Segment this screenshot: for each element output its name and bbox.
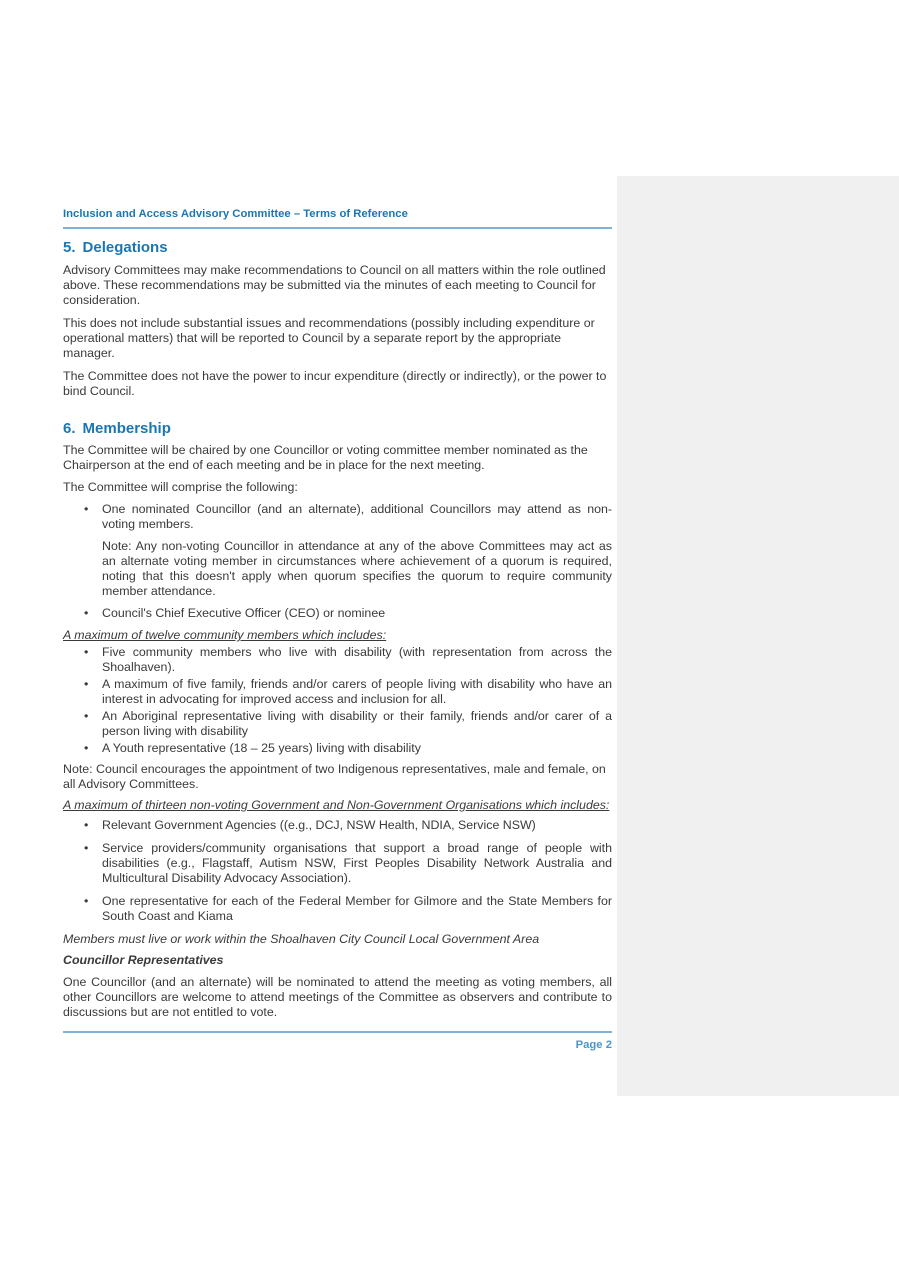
bullet-item-government-agencies: • Relevant Government Agencies ((e.g., DCJ, NSW Health, NDIA, Service NSW) — [63, 818, 612, 833]
bullet-item-service-providers: • Service providers/community organisations that support a broad range of people with disabilities (e.g., Flagstaff, Autism NSW, First Peoples Disability Network Australia and Multicultural Disability Advocacy Association). — [63, 841, 612, 886]
bullet-item-five-community-members: • Five community members who live with disability (with representation from across the Shoalhaven). — [63, 645, 612, 675]
subheading-community-members: A maximum of twelve community members which includes: — [63, 628, 387, 642]
paragraph-chairperson: The Committee will be chaired by one Councillor or voting committee member nominated as the Chairperson at the end of each meeting and be in place for the next meeting. — [63, 443, 588, 472]
document-page — [63, 207, 612, 1053]
viewer-background — [617, 176, 899, 1096]
note-paragraph-non-voting-councillor: Note: Any non-voting Councillor in attendance at any of the above Committees may act as an alternate voting member in circumstances where achievement of a quorum is required, noting that this doesn't apply when quorum specifies the quorum to require community member attendance. — [102, 539, 612, 598]
section-number: 6. — [63, 420, 76, 437]
bullet-item-family-friends-carers: • A maximum of five family, friends and/or carers of people living with disability who have an interest in advocating for improved access and inclusion for all. — [63, 677, 612, 707]
subheading-organisations: A maximum of thirteen non-voting Government and Non-Government Organisations which includes: — [63, 798, 610, 812]
note-paragraph-indigenous-representatives: Note: Council encourages the appointment of two Indigenous representatives, male and female, on all Advisory Committees. — [63, 762, 606, 791]
organisations-list — [63, 818, 612, 924]
bullet-item-youth-representative: • A Youth representative (18 – 25 years) living with disability — [63, 741, 612, 756]
bullet-item-federal-state-members: • One representative for each of the Federal Member for Gilmore and the State Members for South Coast and Kiama — [63, 894, 612, 924]
paragraph-recommendations: Advisory Committees may make recommendations to Council on all matters within the role outlined above. These recommendations may be submitted via the minutes of each meeting to Council for consideration. — [63, 263, 606, 307]
paragraph-no-expenditure-power: The Committee does not have the power to incur expenditure (directly or indirectly), or the power to bind Council. — [63, 369, 607, 398]
section-heading-delegations — [63, 240, 612, 255]
community-members-list — [63, 645, 612, 756]
page-number: Page 2 — [575, 1039, 612, 1051]
section-title: Membership — [82, 420, 171, 437]
paragraph-comprise-following: The Committee will comprise the following: — [63, 480, 298, 494]
bullet-item-aboriginal-representative: • An Aboriginal representative living with disability or their family, friends and/or carer of a person living with disability — [63, 709, 612, 739]
paragraph-substantial-issues: This does not include substantial issues and recommendations (possibly including expenditure or operational matters) that will be reported to Council by a separate report by the appropriate manager. — [63, 316, 595, 360]
paragraph-residency-requirement: Members must live or work within the Shoalhaven City Council Local Government Area — [63, 932, 540, 946]
bullet-item-ceo: • Council's Chief Executive Officer (CEO) or nominee — [63, 606, 612, 621]
bullet-item-nominated-councillor: • One nominated Councillor (and an alternate), additional Councillors may attend as non-voting members. — [63, 502, 612, 532]
section-number: 5. — [63, 239, 76, 256]
section-heading-membership — [63, 421, 612, 436]
paragraph-councillor-representatives: One Councillor (and an alternate) will be nominated to attend the meeting as voting members, all other Councillors are welcome to attend meetings of the Committee as observers and contribute to discussions but are not entitled to vote. — [63, 975, 612, 1019]
section-title: Delegations — [82, 239, 168, 256]
document-footer — [63, 1031, 612, 1053]
document-header-title: Inclusion and Access Advisory Committee – Terms of Reference — [63, 207, 612, 229]
subheading-councillor-representatives: Councillor Representatives — [63, 953, 224, 967]
